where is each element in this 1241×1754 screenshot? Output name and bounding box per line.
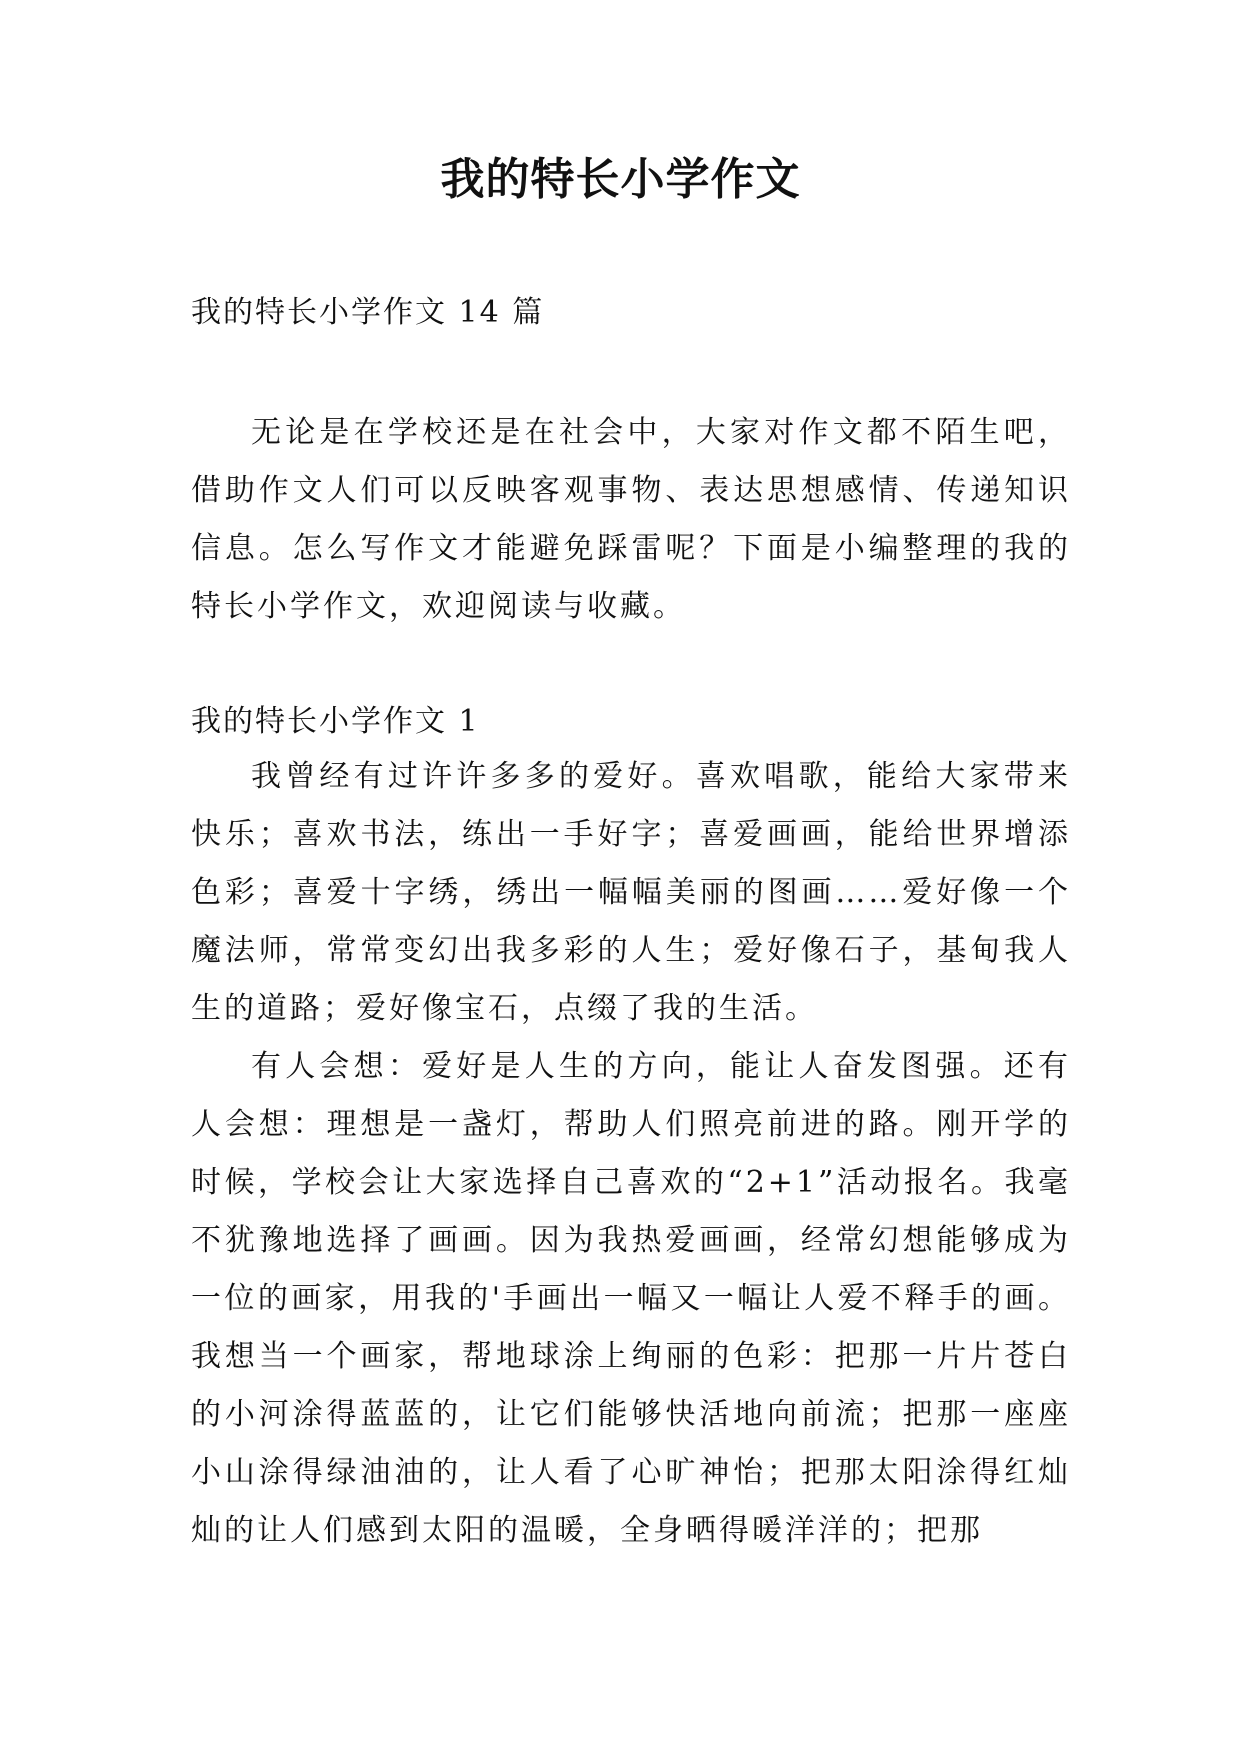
document-title: 我的特长小学作文 — [440, 154, 801, 205]
body-paragraph-2: 有人会想：爱好是人生的方向，能让人奋发图强。还有人会想：理想是一盏灯，帮助人们照亮前进的路。刚开学的时候，学校会让大家选择自己喜欢的“2+1”活动报名。我毫不犹豫地选择了画画。因为我热爱画画，经常幻想能够成为一位的画家，用我的'手画出一幅又一幅让人爱不释手的画。我想当一个画家，帮地球涂上绚丽的色彩：把那一片片苍白的小河涂得蓝蓝的，让它们能够快活地向前流；把那一座座小山涂得绿油油的，让人看了心旷神怡；把那太阳涂得红灿灿的让人们感到太阳的温暖，全身晒得暖洋洋的；把那 — [191, 1049, 1071, 1548]
body-paragraph-1: 我曾经有过许许多多的爱好。喜欢唱歌，能给大家带来快乐；喜欢书法，练出一手好字；喜爱画画，能给世界增添色彩；喜爱十字绣，绣出一幅幅美丽的图画……爱好像一个魔法师，常常变幻出我多彩的人生；爱好像石子，基甸我人生的道路；爱好像宝石，点缀了我的生活。 — [191, 759, 1071, 1026]
intro-paragraph: 无论是在学校还是在社会中，大家对作文都不陌生吧，借助作文人们可以反映客观事物、表达思想感情、传递知识信息。怎么写作文才能避免踩雷呢？下面是小编整理的我的特长小学作文，欢迎阅读与收藏。 — [191, 415, 1071, 624]
section-heading: 我的特长小学作文 1 — [191, 704, 480, 739]
document-subtitle: 我的特长小学作文 14 篇 — [191, 295, 545, 330]
